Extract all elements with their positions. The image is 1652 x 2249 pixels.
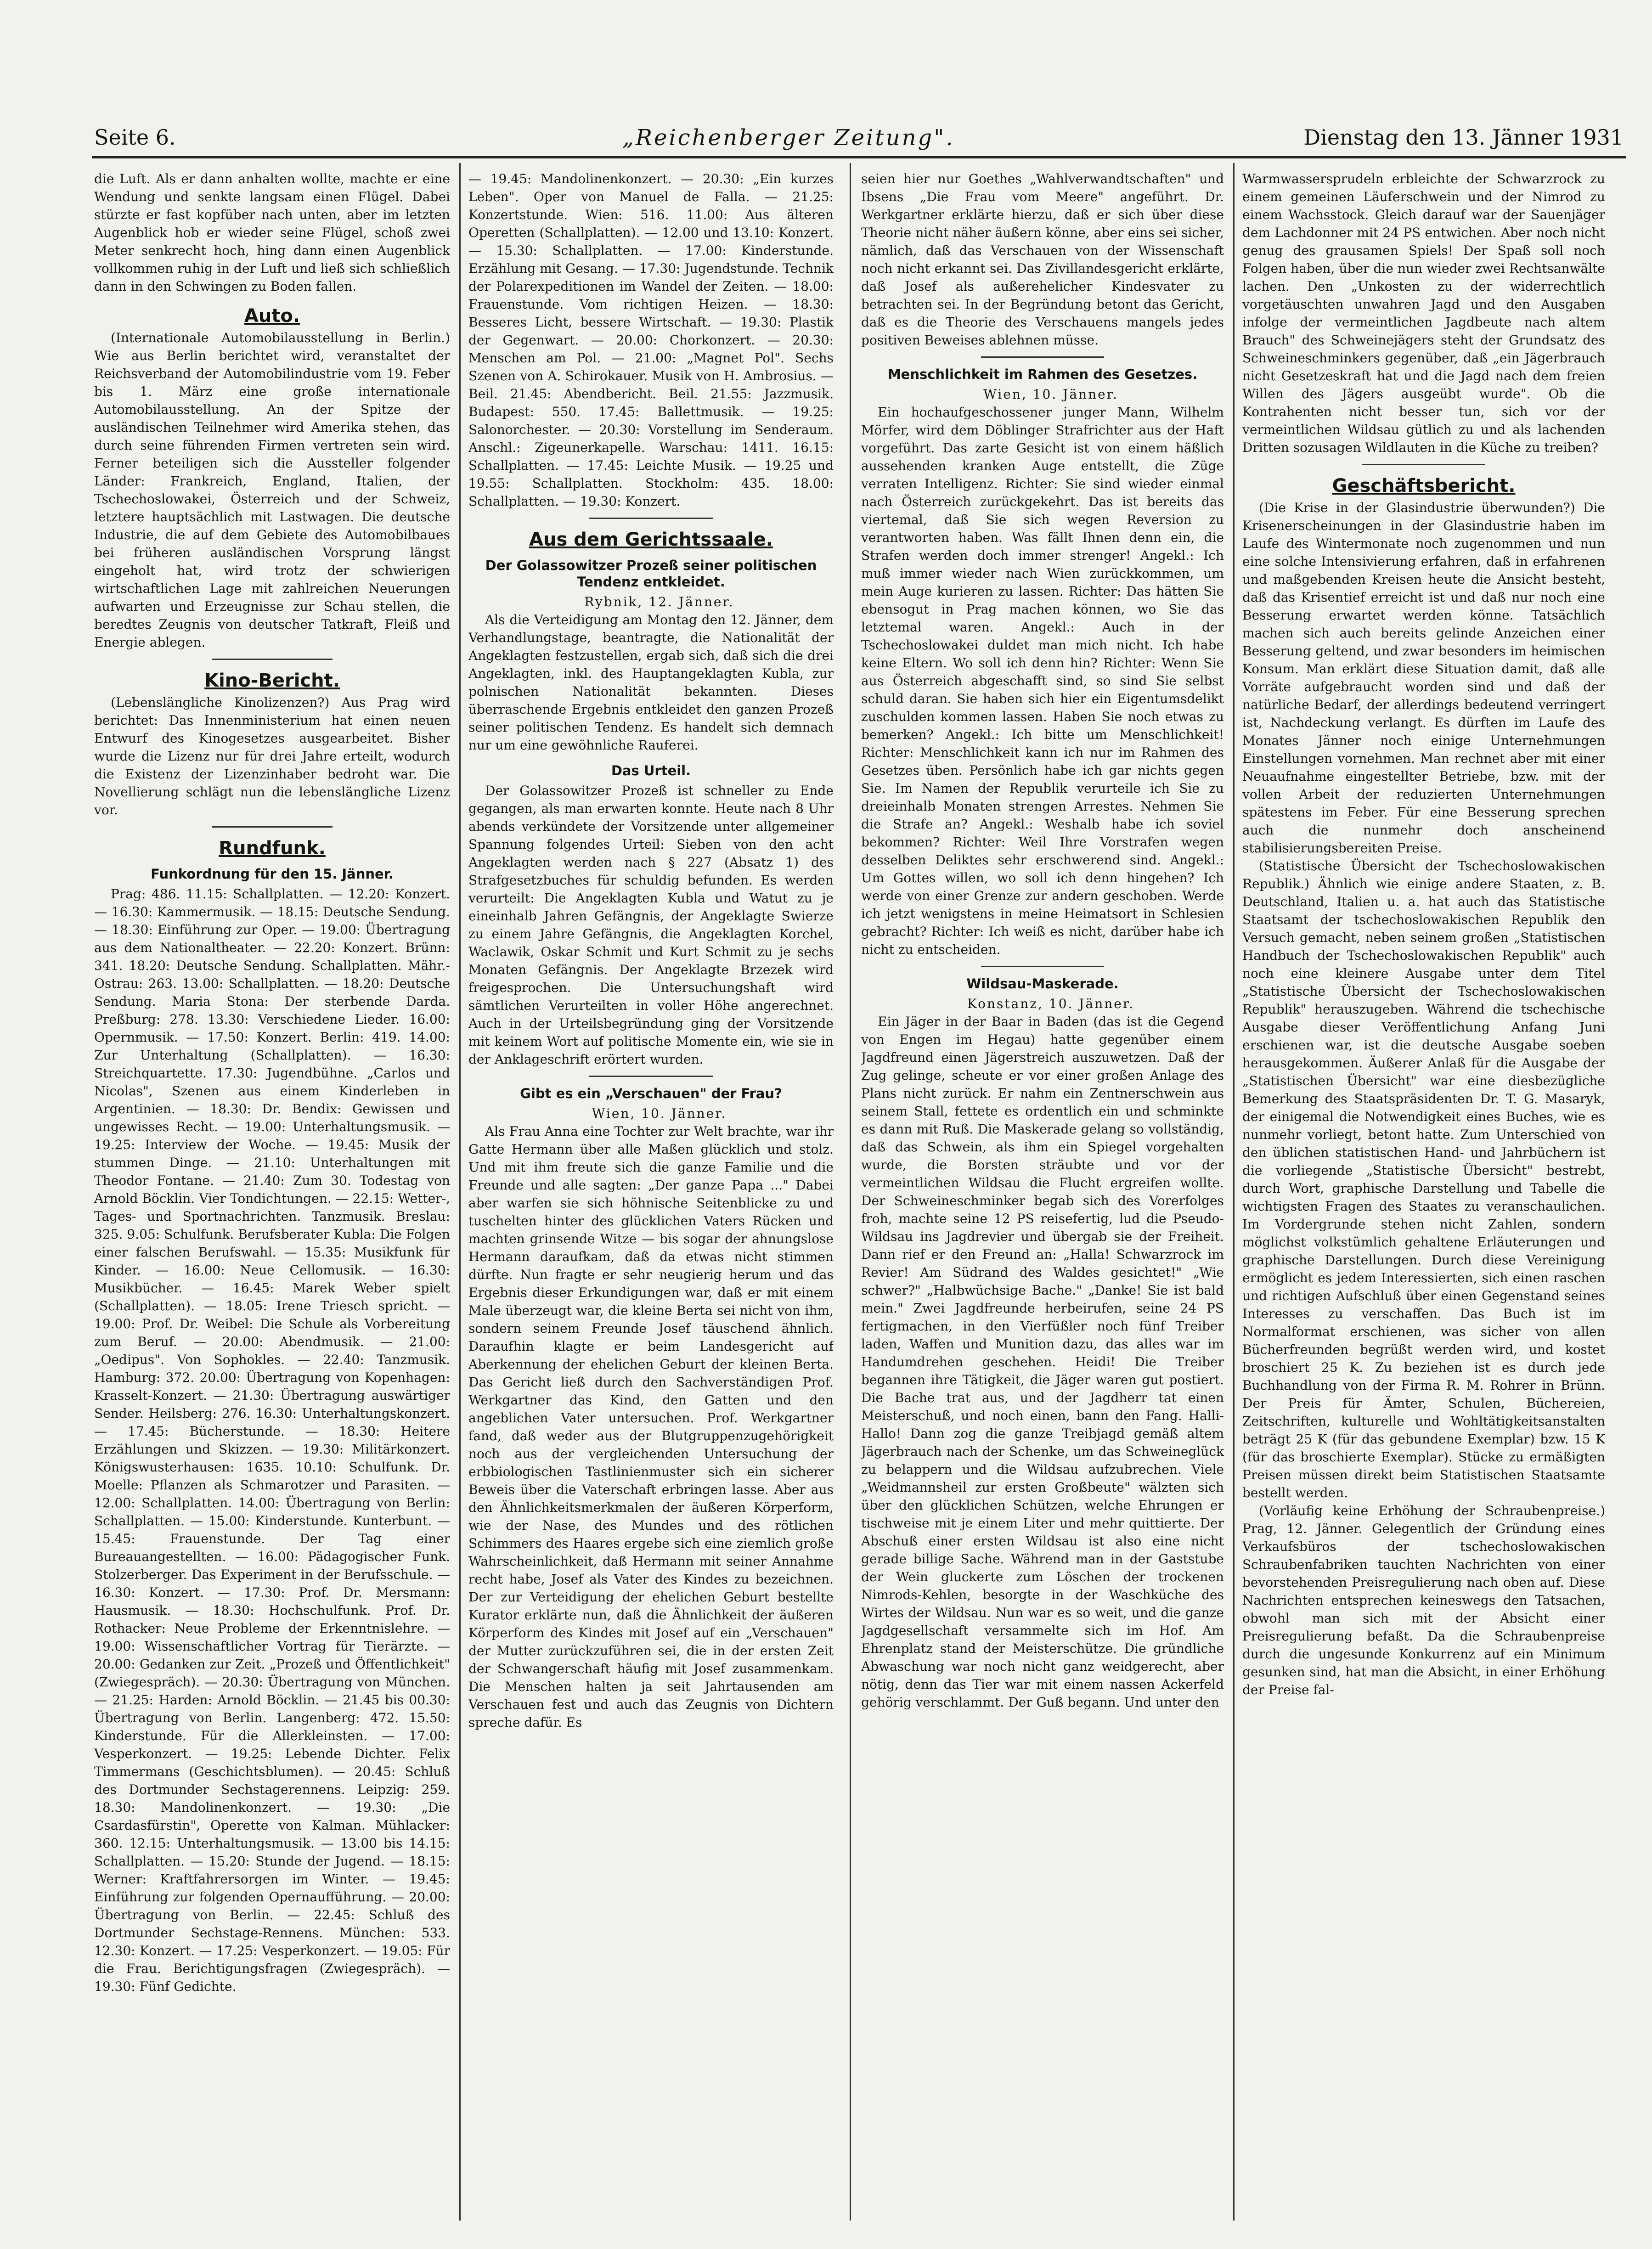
column-divider — [850, 163, 851, 2221]
article-title-prozess: Der Golassowitzer Prozeß seiner politischen Tendenz entkleidet. — [485, 558, 817, 590]
article-glasindustrie: (Die Krise in der Glasindustrie überwunden?) Die Krisenerscheinungen in der Glasindustrie haben im Laufe des Wintermonate noch zugenommen und nun eine solche Intensivierung erfahren, daß in erfahrenen und maßgebenden Kreisen heute die Ansicht besteht, daß das Krisentief erreicht ist und daß nur noch eine Besserung erwartet werden könne. Tatsächlich machen sich auch bereits gelinde Anzeichen einer Besserung geltend, und zwar besonders im heimischen Konsum. Man erklärt diese Situation damit, daß alle Vorräte aufgebraucht worden sind und daß der natürliche Bedarf, der allerdings bedeutend verringert ist, Nachdeckung verlangt. Es dürften im Laufe des Monates Jänner noch einige Unternehmungen Einstellungen vornehmen. Man rechnet aber mit einer Neuaufnahme eingestellter Betriebe, bzw. mit der vollen Arbeit der reduzierten Unternehmungen spätestens im Feber. Für eine Besserung sprechen auch die nunmehr doch anscheinend stabilisierungsbereiten Preise. — [1242, 500, 1605, 856]
section-heading-auto: Auto. — [244, 305, 300, 327]
article-verschauen: Als Frau Anna eine Tochter zur Welt brachte, war ihr Gatte Hermann über alle Maßen glücklich und stolz. Und mit ihm freute sich die ganze Familie und die Freunde und alle sagten: „Der ganze Papa ..." Dabei aber warfen sie sich höhnische Seitenblicke zu und tuschelten hinter des glücklichen Vaters Rücken und machten grinsende Witze — bis sogar der ahnungslose Hermann daraufkam, daß da etwas nicht stimmen dürfte. Nun fragte er sehr neugierig herum und das Ergebnis dieser Erkundigungen war, daß er mit einem Male überzeugt war, die kleine Berta sei nicht von ihm, sondern seinem Freunde Josef täuschend ähnlich. Daraufhin klagte er beim Landesgericht auf Aberkennung der ehelichen Geburt der kleinen Berta. Das Gericht ließ durch den Sachverständigen Prof. Werkgartner das Kind, den Gatten und den angeblichen Vater untersuchen. Prof. Werkgartner fand, daß weder aus der Blutgruppenzugehörigkeit noch aus der vergleichenden Untersuchung der erbbiologischen Tastlinienmuster sich ein sicherer Beweis über die Vaterschaft erbringen lasse. Aber aus den Ähnlichkeitsmerkmalen der äußeren Körperform, wie der Nase, des Mundes und des rötlichen Schimmers des Haares ergebe sich eine ziemlich große Wahrscheinlichkeit, daß Hermann mit seiner Annahme recht habe, Josef als Vater des Kindes zu bezeichnen. Der zur Verteidigung der ehelichen Geburt bestellte Kurator erklärte nun, daß die Ähnlichkeit der äußeren Körperform des Kindes mit Josef auf ein „Verschauen" der Mutter zurückzuführen sei, die in der ersten Zeit der Schwangerschaft häufig mit Josef zusammenkam. Die Menschen halten ja seit Jahrtausenden am Verschauen fest und auch das Zeugnis von Dichtern spreche dafür. Es — [468, 1124, 834, 1730]
rundfunk-subheading: Funkordnung für den 15. Jänner. — [151, 866, 394, 882]
radio-program-continuation: — 19.45: Mandolinenkonzert. — 20.30: „Ein kurzes Leben". Oper von Manuel de Falla. — 21.25: Konzertstunde. Wien: 516. 11.00: Aus älteren Operetten (Schallplatten). — 12.00 und 13.10: Konzert. — 15.30: Schallplatten. — 17.00: Kinderstunde. Erzählung mit Gesang. — 17.30: Jugendstunde. Technik der Polarexpeditionen im Wandel der Zeiten. — 18.00: Frauenstunde. Vom richtigen Heizen. — 18.30: Besseres Licht, bessere Wirtschaft. — 19.30: Plastik der Gegenwart. — 20.00: Chorkonzert. — 20.30: Menschen am Pol. — 21.00: „Magnet Pol". Sechs Szenen von A. Schirokauer. Musik von H. Ambrosius. — Beil. 21.45: Abendbericht. Beil. 21.55: Jazzmusik. Budapest: 550. 17.45: Ballettmusik. — 19.25: Salonorchester. — 20.30: Vorstellung im Senderaum. Anschl.: Zigeunerkapelle. Warschau: 1411. 16.15: Schallplatten. — 17.45: Leichte Musik. — 19.25 und 19.55: Schallplatten. Stockholm: 435. 18.00: Schallplatten. — 19.30: Konzert. — [468, 171, 834, 509]
page-header — [94, 125, 1624, 155]
section-heading-rundfunk: Rundfunk. — [219, 838, 326, 859]
article-wildsau: Ein Jäger in der Baar in Baden (das ist die Gegend von Engen im Hegau) hatte gegenüber einem Jagdfreund einen Jägerstreich auszuwetzen. Daß der Zug gelinge, scheute er vor einer großen Anlage des Plans nicht zurück. Er nahm ein Zentnerschwein aus seinem Stall, fettete es ordentlich ein und schminkte es dann mit Ruß. Die Maskerade gelang so vollständig, daß das Schwein, als ihm ein Spiegel vorgehalten wurde, die Borsten sträubte und vor der vermeintlichen Wildsau die Flucht ergreifen wollte. Der Schweineschminker begab sich des Vorerfolges froh, machte seine 12 PS reisefertig, lud die Pseudo-Wildsau ins Jagdrevier und übergab sie der Freiheit. Dann rief er den Freund an: „Halla! Schwarzrock im Revier! Am Südrand des Waldes gesichtet!" „Wie schwer?" „Halbwüchsige Bache." „Danke! Sie ist bald mein." Zwei Jagdfreunde herbeirufen, seine 24 PS fertigmachen, in den Vierfüßler noch fünf Treiber laden, Waffen und Munition dazu, das alles war im Handumdrehen geschehen. Heidi! Die Treiber begannen ihre Tätigkeit, die Jäger waren gut postiert. Die Bache trat aus, und der Jagdherr tat einen Meisterschuß, und noch einen, bann den Fang. Halli-Hallo! Dann zog die ganze Treibjagd gemäß altem Jägerbrauch nach der Schenke, um das Schweineglück zu belappern und die Wildsau aufzubrechen. Viele „Weidmannsheil zur ersten Großbeute" wälzten sich über den glücklichen Schützen, welche Ehrungen er tischweise mit je einem Liter und mehr quittierte. Der Abschuß einer ersten Wildsau ist also eine nicht gerade billige Sache. Während man in der Gaststube der Wein gluckerte zum Löschen der trockenen Nimrods-Kehlen, besorgte in der Waschküche des Wirtes der Wildsau. Nun war es so weit, und die ganze Jagdgesellschaft versammelte sich im Hof. Am Ehrenplatz stand der Meisterschütze. Die gründliche Abwaschung war noch nicht ganz weidgerecht, aber nötig, denn das Tier war mit einem nassen Ackerfeld gehörig verschlammt. Der Guß begann. Und unter den — [861, 1014, 1224, 1710]
page-number: Seite 6. — [94, 125, 176, 150]
article-statistik: (Statistische Übersicht der Tschechoslowakischen Republik.) Ähnlich wie einige andere Staaten, z. B. Deutschland, Italien u. a. hat auch das Statistische Staatsamt der tschechoslowakischen Republik den Versuch gemacht, neben seinem großen „Statistischen Handbuch der Tschechoslowakischen Republik" auch noch eine kleinere Ausgabe unter dem Titel „Statistische Übersicht der Tschechoslowakischen Republik" herauszugeben. Während die tschechische Ausgabe dieser Veröffentlichung Anfang Juni erschienen war, ist die deutsche Ausgabe soeben herausgekommen. Äußerer Anlaß für die Ausgabe der „Statistischen Übersicht" war eine diesbezügliche Bemerkung des Staatspräsidenten Dr. T. G. Masaryk, der einigemal die Notwendigkeit eines Buches, wie es nunmehr vorliegt, betont hatte. Zum Unterschied von den üblichen statistischen Hand- und Jahrbüchern ist die vorliegende „Statistische Übersicht" bestrebt, durch Wort, graphische Darstellung und Tabelle die wichtigsten Fragen des Staates zu veranschaulichen. Im Vordergrunde stehen nicht Zahlen, sondern möglichst volkstümlich gehaltene Erläuterungen und graphische Darstellungen. Durch diese Vereinigung ermöglicht es jedem Interessierten, sich einen raschen und richtigen Aufschluß über einen Gegenstand seines Interesses zu verschaffen. Das Buch ist im Normalformat erschienen, was sicher von allen Bücherfreunden begrüßt werden wird, und kostet broschiert 25 K. Zu beziehen ist es durch jede Buchhandlung von der Firma R. M. Rohrer in Brünn. Der Preis für Ämter, Schulen, Büchereien, Zeitschriften, kulturelle und Wohltätigkeitsanstalten beträgt 25 K (für das gebundene Exemplar) bzw. 15 K (für das broschierte Exemplar). Stücke zu ermäßigten Preisen müssen direkt beim Statistischen Staatsamte bestellt werden. — [1242, 858, 1605, 1500]
article-auto: (Internationale Automobilausstellung in Berlin.) Wie aus Berlin berichtet wird, veranstaltet der Reichsverband der Automobilindustrie vom 19. Feber bis 1. März eine große internationale Automobilausstellung. An der Spitze der ausländischen Teilnehmer wird Amerika stehen, das durch seine führenden Firmen vertreten sein wird. Ferner beteiligen sich die Aussteller folgender Länder: Frankreich, England, Italien, der Tschechoslowakei, Österreich und der Schweiz, letztere hauptsächlich mit Lastwagen. Die deutsche Industrie, die auf dem Gebiete des Automobilbaues bei früheren ausländischen Vorsprung längst eingeholt hat, wird trotz der schwierigen wirtschaftlichen Lage mit zahlreichen Neuerungen aufwarten und Erzeugnisse zur Schau stellen, die beredtes Zeugnis von deutscher Tatkraft, Fleiß und Energie ablegen. — [94, 330, 450, 650]
article-title-verschauen: Gibt es ein „Verschauen" der Frau? — [520, 1086, 782, 1101]
article-title-wildsau: Wildsau-Maskerade. — [966, 976, 1119, 992]
column-divider — [1233, 163, 1235, 2221]
section-separator — [981, 966, 1105, 967]
column-4 — [1242, 170, 1605, 2218]
section-heading-gericht: Aus dem Gerichtssaale. — [529, 529, 773, 550]
column-divider — [459, 163, 461, 2221]
newspaper-title: „Reichenberger Zeitung". — [622, 125, 955, 151]
article-title-urteil: Das Urteil. — [611, 763, 691, 778]
header-rule — [92, 156, 1626, 158]
section-separator — [212, 826, 333, 828]
article-urteil: Der Golassowitzer Prozeß ist schneller zu Ende gegangen, als man erwarten konnte. Heute nach 8 Uhr abends verkündete der Vorsitzende unter allgemeiner Spannung folgendes Urteil: Sieben von den acht Angeklagten werden nach § 227 (Absatz 1) des Strafgesetzbuches für schuldig befunden. Es werden verurteilt: Die Angeklagten Kubla und Watut zu je eineinhalb Jahren Gefängnis, der Angeklagte Swierze zu einem Jahre Gefängnis, die Angeklagten Korchel, Waclawik, Oskar Schmit und Kurt Schmit zu je sechs Monaten Gefängnis. Der Angeklagte Brzezek wird freigesprochen. Die Untersuchungshaft wird sämtlichen Verurteilten in voller Höhe angerechnet. Auch in der Urteilsbegründung ging der Vorsitzende mit keinem Wort auf politische Momente ein, wie sie in der Anklageschrift erörtert wurden. — [468, 783, 834, 1067]
radio-program: Prag: 486. 11.15: Schallplatten. — 12.20: Konzert. — 16.30: Kammermusik. — 18.15: Deutsche Sendung. — 18.30: Einführung zur Oper. — 19.00: Übertragung aus dem Nationaltheater. — 22.20: Konzert. Brünn: 341. 18.20: Deutsche Sendung. Schallplatten. Mähr.-Ostrau: 263. 13.00: Schallplatten. — 18.20: Deutsche Sendung. Maria Stona: Der sterbende Darda. Preßburg: 278. 13.30: Verschiedene Lieder. 16.00: Opernmusik. — 17.50: Konzert. Berlin: 419. 14.00: Zur Unterhaltung (Schallplatten). — 16.30: Streichquartette. 17.30: Jugendbühne. „Carlos und Nicolas", Szenen aus einem Kinderleben in Argentinien. — 18.30: Dr. Bendix: Gewissen und ungewisses Recht. — 19.00: Unterhaltungsmusik. — 19.25: Interview der Woche. — 19.45: Musik der stummen Dinge. — 21.10: Unterhaltungen mit Theodor Fontane. — 21.40: Zum 30. Todestag von Arnold Böcklin. Vier Tondichtungen. — 22.15: Wetter-, Tages- und Sportnachrichten. Tanzmusik. Breslau: 325. 9.05: Schulfunk. Berufsberater Kubla: Die Folgen einer falschen Berufswahl. — 15.35: Musikfunk für Kinder. — 16.00: Neue Cellomusik. — 16.30: Musikbücher. — 16.45: Marek Weber spielt (Schallplatten). — 18.05: Irene Triesch spricht. — 19.00: Prof. Dr. Weibel: Die Schule als Vorbereitung zum Beruf. — 20.00: Abendmusik. — 21.00: „Oedipus". Von Sophokles. — 22.40: Tanzmusik. Hamburg: 372. 20.00: Übertragung von Kopenhagen: Krasselt-Konzert. — 21.30: Übertragung auswärtiger Sender. Heilsberg: 276. 16.30: Unterhaltungskonzert. — 17.45: Bücherstunde. — 18.30: Heitere Erzählungen und Skizzen. — 19.30: Militärkonzert. Königswusterhausen: 1635. 10.10: Schulfunk. Dr. Moelle: Pflanzen als Schmarotzer und Parasiten. — 12.00: Schallplatten. 14.00: Übertragung von Berlin: Schallplatten. — 15.00: Kinderstunde. Kunterbunt. — 15.45: Frauenstunde. Der Tag einer Bureauangestellten. — 16.00: Pädagogischer Funk. Stolzerberger. Das Experiment in der Berufsschule. — 16.30: Konzert. — 17.30: Prof. Dr. Mersmann: Hausmusik. — 18.30: Hochschulfunk. Prof. Dr. Rothacker: Neue Probleme der Erkenntnislehre. — 19.00: Wissenschaftlicher Vortrag für Tierärzte. — 20.00: Gedanken zur Zeit. „Prozeß und Öffentlichkeit" (Zwiegespräch). — 20.30: Übertragung von München. — 21.25: Harden: Arnold Böcklin. — 21.45 bis 00.30: Übertragung von Berlin. Langenberg: 472. 15.50: Kinderstunde. Für die Allerkleinsten. — 17.00: Vesperkonzert. — 19.25: Lebende Dichter. Felix Timmermans (Geschichtsblumen). — 20.45: Schluß des Dortmunder Sechstagerennens. Leipzig: 259. 18.30: Mandolinenkonzert. — 19.30: „Die Csardasfürstin", Operette von Kalman. Mühlacker: 360. 12.15: Unterhaltungsmusik. — 13.00 bis 14.15: Schallplatten. — 15.20: Stunde der Jugend. — 18.15: Werner: Kraftfahrersorgen im Winter. — 19.45: Einführung zur folgenden Opernaufführung. — 20.00: Übertragung von Berlin. — 22.45: Schluß des Dortmunder Sechstage-Rennens. München: 533. 12.30: Konzert. — 17.25: Vesperkonzert. — 19.05: Für die Frau. Berichtigungsfragen (Zwiegespräch). — 19.30: Fünf Gedichte. — [94, 886, 450, 1994]
article-continuation: die Luft. Als er dann anhalten wollte, machte er eine Wendung und senkte langsam einen Flügel. Dabei stürzte er fast kopfüber nach unten, aber im letzten Augenblick hob er wieder seine Flügel, schoß zwei Meter senkrecht hoch, hing dann einen Augenblick vollkommen ruhig in der Luft und ließ sich schließlich dann in den Schwingen zu Boden fallen. — [94, 171, 450, 294]
column-3 — [861, 170, 1224, 2218]
section-separator — [589, 518, 713, 519]
section-heading-kino: Kino-Bericht. — [204, 670, 340, 691]
section-separator — [589, 1076, 713, 1077]
dateline: Konstanz, 10. Jänner. — [967, 996, 1135, 1011]
article-schraubenpreise: (Vorläufig keine Erhöhung der Schraubenpreise.) Prag, 12. Jänner. Gelegentlich der Gründung eines Verkaufsbüros der tschechoslowakischen Schraubenfabriken tauchten Nachrichten von einer bevorstehenden Preisregulierung nach oben auf. Diese Nachrichten entsprechen keineswegs den Tatsachen, obwohl man sich mit der Absicht einer Preisregulierung befaßt. Da die Schraubenpreise durch die ungesunde Konkurrenz auf ein Minimum gesunken sind, hat man die Absicht, in einer Erhöhung der Preise fal- — [1242, 1503, 1605, 1697]
article-menschlichkeit: Ein hochaufgeschossener junger Mann, Wilhelm Mörfer, wird dem Döblinger Strafrichter aus der Haft vorgeführt. Das zarte Gesicht ist von einem häßlich aussehenden kranken Auge entstellt, die Züge verraten Intelligenz. Richter: Sie sind wieder einmal nach Österreich zurückgekehrt. Das ist bereits das viertemal, daß Sie sich wegen Reversion zu verantworten haben. Was fällt Ihnen denn ein, die Strafen werden doch immer strenger! Angekl.: Ich muß immer wieder nach Wien zurückkommen, um mein Auge kurieren zu lassen. Richter: Das hätten Sie ebensogut in Prag machen können, wo Sie das letztemal waren. Angekl.: Auch in der Tschechoslowakei duldet man mich nicht. Ich habe keine Eltern. Wo soll ich denn hin? Richter: Wenn Sie aus Österreich abgeschafft sind, so sind Sie selbst schuld daran. Sie haben sich hier ein Eigentumsdelikt zuschulden kommen lassen. Haben Sie noch etwas zu bemerken? Angekl.: Ich bitte um Menschlichkeit! Richter: Menschlichkeit kann ich nur im Rahmen des Gesetzes üben. Persönlich habe ich gar nichts gegen Sie. Im Namen der Republik verurteile ich Sie zu dreieinhalb Monaten strengen Arrestes. Nehmen Sie die Strafe an? Angekl.: Weshalb habe ich soviel bekommen? Richter: Weil Ihre Vorstrafen wegen desselben Deliktes sehr erschwerend sind. Angekl.: Um Gottes willen, wo soll ich denn hingehen? Ich werde von einer Grenze zur andern geschoben. Werde ich jetzt wenigstens in meine Heimatsort in Schlesien gebracht? Richter: Ich weiß es nicht, darüber habe ich nicht zu entscheiden. — [861, 405, 1224, 957]
section-separator — [1362, 464, 1486, 465]
article-continuation: Warmwassersprudeln erbleichte der Schwarzrock zu einem gemeinen Läuferschwein und der Nimrod zu einem Wachsstock. Gleich darauf war der Sauenjäger dem Lachdonner mit 24 PS entwichen. Aber noch nicht genug des grausamen Spiels! Der Spaß soll noch Folgen haben, über die nun wieder zwei Rechtsanwälte lachen. Den „Unkosten zu der widerrechtlich vorgetäuschten unwahren Jagd und den Ausgaben infolge der vermeintlichen Jagdbeute nach altem Brauch" des Schweinejägers steht der Grundsatz des Schweineschminkers gegenüber, daß „ein Jägerbrauch nicht Gesetzeskraft hat und die Jagd nach dem freien Willen des Jägers ausgeübt wurde". Ob die Kontrahenten nicht besser tun, sich vor der vermeintlichen Wildsau gütlich zu und als lachenden Dritten sozusagen Wildlauten in die Küche zu treiben? — [1242, 171, 1605, 455]
dateline: Rybnik, 12. Jänner. — [584, 594, 734, 609]
column-1 — [94, 170, 450, 2218]
article-continuation: seien hier nur Goethes „Wahlverwandtschaften" und Ibsens „Die Frau vom Meere" angeführt. Dr. Werkgartner erklärte hierzu, daß er sich über diese Theorie nicht näher äußern könne, aber eins sei sicher, nämlich, daß das Verschauen von der Wissenschaft noch nicht erkannt sei. Das Zivillandesgericht erklärte, daß Josef als außerehelicher Kindesvater zu betrachten sei. In der Begründung betont das Gericht, daß es die Theorie des Verschauens mangels jedes positiven Beweises ablehnen müsse. — [861, 171, 1224, 348]
article-prozess: Als die Verteidigung am Montag den 12. Jänner, dem Verhandlungstage, beantragte, die Nationalität der Angeklagten festzustellen, ergab sich, daß sich die drei Angeklagten, inkl. des Hauptangeklagten Kubla, zur polnischen Nationalität bekannten. Dieses überraschende Ergebnis entkleidet den ganzen Prozeß seiner politischen Tendenz. Es handelt sich demnach nur um eine gewöhnliche Rauferei. — [468, 612, 834, 753]
dateline: Wien, 10. Jänner. — [983, 387, 1118, 402]
section-separator — [981, 356, 1105, 358]
issue-date: Dienstag den 13. Jänner 1931 — [1303, 125, 1624, 150]
article-title-menschlichkeit: Menschlichkeit im Rahmen des Gesetzes. — [887, 366, 1198, 382]
dateline: Wien, 10. Jänner. — [592, 1106, 727, 1121]
article-kino: (Lebenslängliche Kinolizenzen?) Aus Prag wird berichtet: Das Innenministerium hat einen neuen Entwurf des Kinogesetzes ausgearbeitet. Bisher wurde die Lizenz nur für drei Jahre erteilt, wodurch die Existenz der Lizenzinhaber bedroht war. Die Novellierung schlägt nun die lebenslängliche Lizenz vor. — [94, 695, 450, 817]
column-2 — [468, 170, 834, 2218]
section-heading-geschaeftsbericht: Geschäftsbericht. — [1332, 475, 1516, 496]
section-separator — [212, 659, 333, 660]
